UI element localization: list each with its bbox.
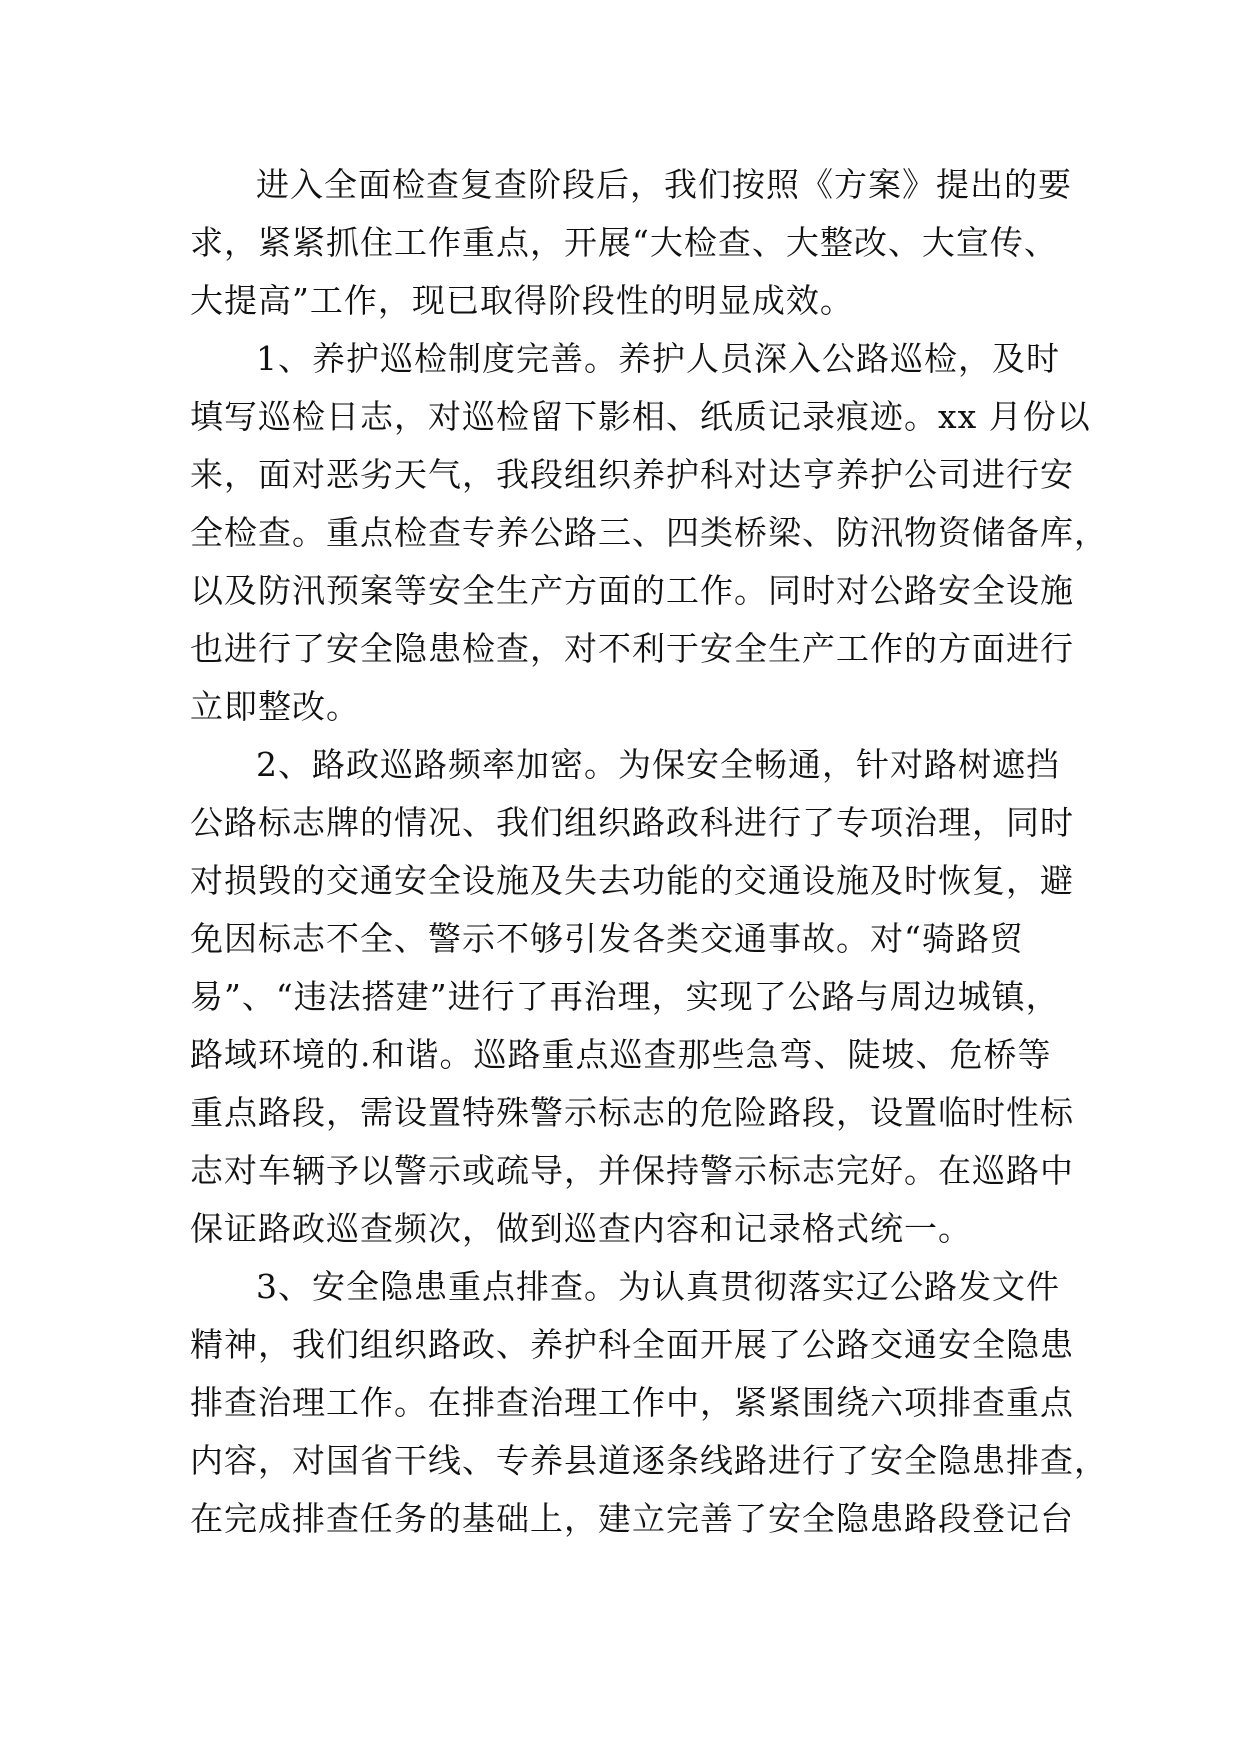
paragraph-line: 2、路政巡路频率加密。为保安全畅通，针对路树遮挡 xyxy=(256,745,1060,784)
paragraph-line: 内容，对国省干线、专养县道逐条线路进行了安全隐患排查， xyxy=(190,1441,1108,1480)
paragraph-line: 免因标志不全、警示不够引发各类交通事故。对“骑路贸 xyxy=(190,919,1024,958)
paragraph-line: 1、养护巡检制度完善。养护人员深入公路巡检，及时 xyxy=(256,339,1060,378)
paragraph-line: 在完成排查任务的基础上，建立完善了安全隐患路段登记台 xyxy=(190,1499,1074,1538)
paragraph-line: 路域环境的.和谐。巡路重点巡查那些急弯、陡坡、危桥等 xyxy=(190,1035,1052,1074)
paragraph-line: 求，紧紧抓住工作重点，开展“大检查、大整改、大宣传、 xyxy=(190,223,1058,262)
paragraph-line: 保证路政巡查频次，做到巡查内容和记录格式统一。 xyxy=(190,1209,972,1248)
paragraph-line: 精神，我们组织路政、养护科全面开展了公路交通安全隐患 xyxy=(190,1325,1074,1364)
paragraph-line: 志对车辆予以警示或疏导，并保持警示标志完好。在巡路中 xyxy=(190,1151,1074,1190)
paragraph-line: 排查治理工作。在排查治理工作中，紧紧围绕六项排查重点 xyxy=(190,1383,1074,1422)
paragraph-line: 公路标志牌的情况、我们组织路政科进行了专项治理，同时 xyxy=(190,803,1074,842)
paragraph-line: 以及防汛预案等安全生产方面的工作。同时对公路安全设施 xyxy=(190,571,1074,610)
paragraph-1 xyxy=(190,156,1070,330)
paragraph-line: 对损毁的交通安全设施及失去功能的交通设施及时恢复，避 xyxy=(190,861,1074,900)
paragraph-3 xyxy=(190,736,1074,1258)
paragraph-line: 来，面对恶劣天气，我段组织养护科对达亨养护公司进行安 xyxy=(190,455,1074,494)
paragraph-line: 立即整改。 xyxy=(190,687,360,726)
paragraph-line: 全检查。重点检查专养公路三、四类桥梁、防汛物资储备库， xyxy=(190,513,1108,552)
paragraph-line: 大提高”工作，现已取得阶段性的明显成效。 xyxy=(190,281,854,320)
paragraph-line: 填写巡检日志，对巡检留下影相、纸质记录痕迹。xx 月份以 xyxy=(190,397,1091,436)
paragraph-line: 重点路段，需设置特殊警示标志的危险路段，设置临时性标 xyxy=(190,1093,1074,1132)
document-body xyxy=(190,156,1108,1548)
paragraph-line: 也进行了安全隐患检查，对不利于安全生产工作的方面进行 xyxy=(190,629,1074,668)
paragraph-line: 进入全面检查复查阶段后，我们按照《方案》提出的要 xyxy=(256,165,1072,204)
paragraph-line: 3、安全隐患重点排查。为认真贯彻落实辽公路发文件 xyxy=(256,1267,1060,1306)
paragraph-4 xyxy=(190,1258,1108,1548)
paragraph-line: 易”、“违法搭建”进行了再治理，实现了公路与周边城镇， xyxy=(190,977,1060,1016)
paragraph-2 xyxy=(190,330,1108,736)
